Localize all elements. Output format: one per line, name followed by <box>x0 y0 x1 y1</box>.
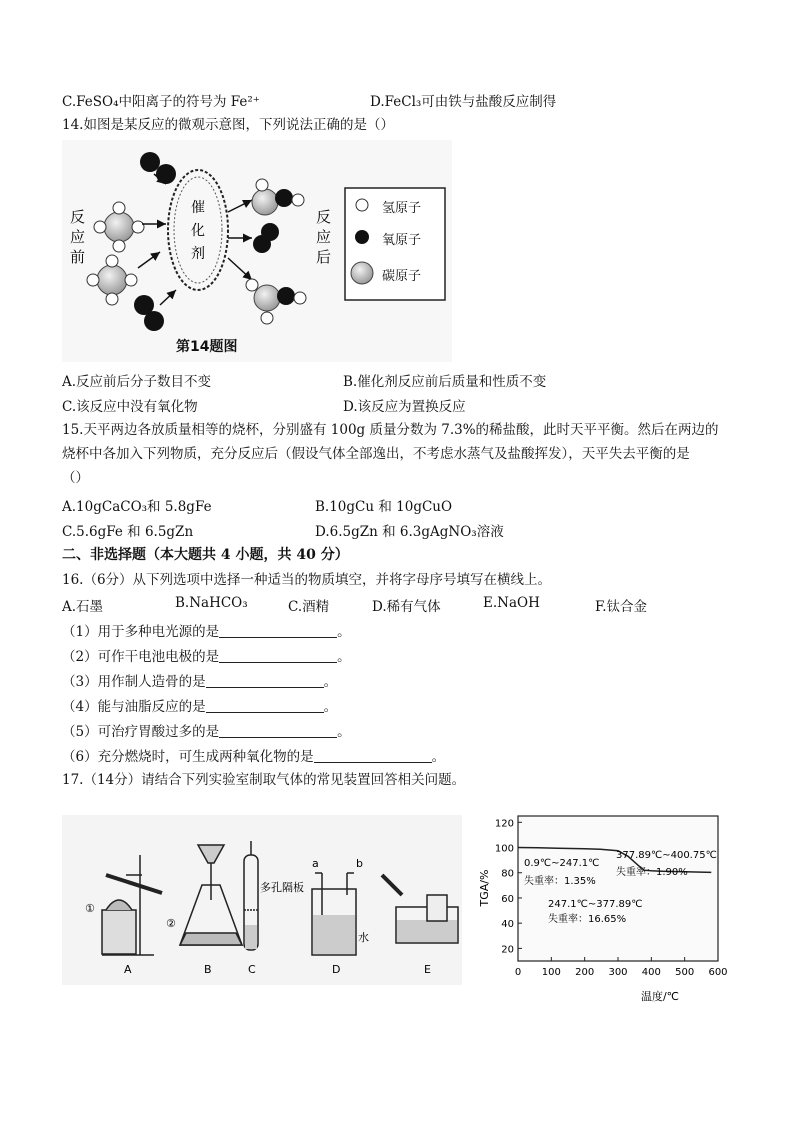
svg-text:应: 应 <box>316 228 332 246</box>
annotation-range-2: 247.1℃~377.89℃ <box>548 899 643 910</box>
q16-item-1: （1）用于多种电光源的是 。 <box>62 624 351 640</box>
q14-option-d: D.该反应为置换反应 <box>343 399 466 415</box>
q13-option-c: C.FeSO₄中阳离子的符号为 Fe²⁺ <box>62 94 260 110</box>
y-tick-label: 120 <box>494 818 514 830</box>
q16-stem: 16.（6分）从下列选项中选择一种适当的物质填空，并将字母序号填写在横线上。 <box>62 572 552 588</box>
y-tick-label: 80 <box>501 868 514 880</box>
legend-hydrogen: 氢原子 <box>382 201 422 216</box>
q16-choice-e: E.NaOH <box>483 595 540 611</box>
legend-oxygen: 氧原子 <box>382 233 422 248</box>
q16-choice-f: F.钛合金 <box>595 599 648 615</box>
q15-option-b: B.10gCu 和 10gCuO <box>315 499 453 515</box>
annotation-loss-3: 失重率：1.90% <box>616 867 688 878</box>
q17-stem: 17.（14分）请结合下列实验室制取气体的常见装置回答相关问题。 <box>62 772 466 788</box>
lab-apparatus-diagram <box>62 815 462 985</box>
x-tick-label: 500 <box>675 967 695 978</box>
q15-stem-line1: 15.天平两边各放质量相等的烧杯，分别盛有 100g 质量分数为 7.3%的稀盐酸，此时天平平衡。然后在两边的 <box>62 422 719 438</box>
annotation-loss-2: 失重率：16.65% <box>548 914 627 925</box>
q17-apparatus-figure <box>62 815 462 985</box>
y-tick-label: 20 <box>501 944 514 956</box>
annotation-range-3: 377.89℃~400.75℃ <box>616 850 717 861</box>
q16-choice-c: C.酒精 <box>288 599 330 615</box>
answer-blank-4[interactable] <box>206 698 324 713</box>
q15-stem-line2: 烧杯中各加入下列物质，充分反应后（假设气体全部逸出，不考虑水蒸气及盐酸挥发），天平失去平衡的是 <box>62 446 690 462</box>
hydrogen-atom-icon <box>356 199 368 211</box>
apparatus-d-port-b: b <box>356 857 363 870</box>
x-tick-label: 200 <box>575 967 595 978</box>
apparatus-d-water-label: 水 <box>358 931 369 944</box>
svg-text:应: 应 <box>70 228 86 246</box>
catalyst-char1: 催 <box>191 200 205 216</box>
y-tick-label: 40 <box>501 919 514 931</box>
q15-option-d: D.6.5gZn 和 6.3gAgNO₃溶液 <box>315 524 504 540</box>
x-tick-label: 600 <box>708 967 728 978</box>
answer-blank-5[interactable] <box>219 723 337 738</box>
q16-item-3: （3）用作制人造骨的是 。 <box>62 674 338 690</box>
plot-frame <box>518 816 718 961</box>
label-before-char1: 反 <box>70 208 86 226</box>
svg-text:后: 后 <box>316 248 332 266</box>
q13-option-d: D.FeCl₃可由铁与盐酸反应制得 <box>370 94 557 110</box>
q14-stem: 14.如图是某反应的微观示意图，下列说法正确的是（） <box>62 117 394 133</box>
annotation-range-1: 0.9℃~247.1℃ <box>524 858 600 869</box>
svg-text:化: 化 <box>191 223 205 239</box>
x-tick-label: 300 <box>608 967 628 978</box>
q14-figure <box>62 140 452 362</box>
y-tick-label: 60 <box>501 893 514 905</box>
apparatus-d-port-a: a <box>312 857 319 870</box>
y-tick-label: 100 <box>494 843 514 855</box>
q15-option-a: A.10gCaCO₃和 5.8gFe <box>62 499 212 515</box>
q16-item-6: （6）充分燃烧时，可生成两种氧化物的是 。 <box>62 749 446 765</box>
answer-blank-1[interactable] <box>219 623 337 638</box>
answer-blank-3[interactable] <box>206 673 324 688</box>
q15-option-c: C.5.6gFe 和 6.5gZn <box>62 524 194 540</box>
q16-item-4: （4）能与油脂反应的是 。 <box>62 699 338 715</box>
answer-blank-2[interactable] <box>219 648 337 663</box>
x-tick-label: 100 <box>541 967 561 978</box>
tga-chart <box>478 808 734 1008</box>
apparatus-label-a: A <box>124 963 132 976</box>
section-2-title: 二、非选择题（本大题共 4 小题，共 40 分） <box>62 547 349 563</box>
reaction-micro-diagram <box>62 140 452 362</box>
svg-text:剂: 剂 <box>191 246 205 262</box>
x-tick-label: 400 <box>641 967 661 978</box>
apparatus-a-mark: ① <box>85 902 95 915</box>
apparatus-label-d: D <box>332 963 341 976</box>
tga-chart-svg <box>478 808 734 1008</box>
carbon-atom-icon <box>351 262 373 284</box>
svg-text:前: 前 <box>70 248 86 266</box>
x-tick-label: 0 <box>514 967 522 978</box>
apparatus-label-c: C <box>248 963 256 976</box>
q16-choice-d: D.稀有气体 <box>372 599 441 615</box>
annotation-loss-1: 失重率：1.35% <box>524 876 596 887</box>
oxygen-atom-icon <box>355 230 369 244</box>
apparatus-b-mark: ② <box>166 917 176 930</box>
q16-item-2: （2）可作干电池电极的是 。 <box>62 649 351 665</box>
label-after-char1: 反 <box>316 208 332 226</box>
apparatus-c-plate-label: 多孔隔板 <box>260 881 304 894</box>
q14-option-c: C.该反应中没有氧化物 <box>62 399 198 415</box>
legend-carbon: 碳原子 <box>382 269 422 284</box>
apparatus-label-b: B <box>204 963 212 976</box>
x-axis-label: 温度/℃ <box>640 990 680 1003</box>
q14-option-b: B.催化剂反应前后质量和性质不变 <box>343 374 547 390</box>
apparatus-label-e: E <box>424 963 431 976</box>
answer-blank-6[interactable] <box>314 748 432 763</box>
q14-figure-caption: 第14题图 <box>176 339 238 355</box>
q16-choice-a: A.石墨 <box>62 599 104 615</box>
q14-option-a: A.反应前后分子数目不变 <box>62 374 212 390</box>
y-axis-label: TGA/% <box>478 869 491 907</box>
q15-stem-line3: （） <box>62 470 89 486</box>
q16-item-5: （5）可治疗胃酸过多的是 。 <box>62 724 351 740</box>
q16-choice-b: B.NaHCO₃ <box>175 595 248 611</box>
